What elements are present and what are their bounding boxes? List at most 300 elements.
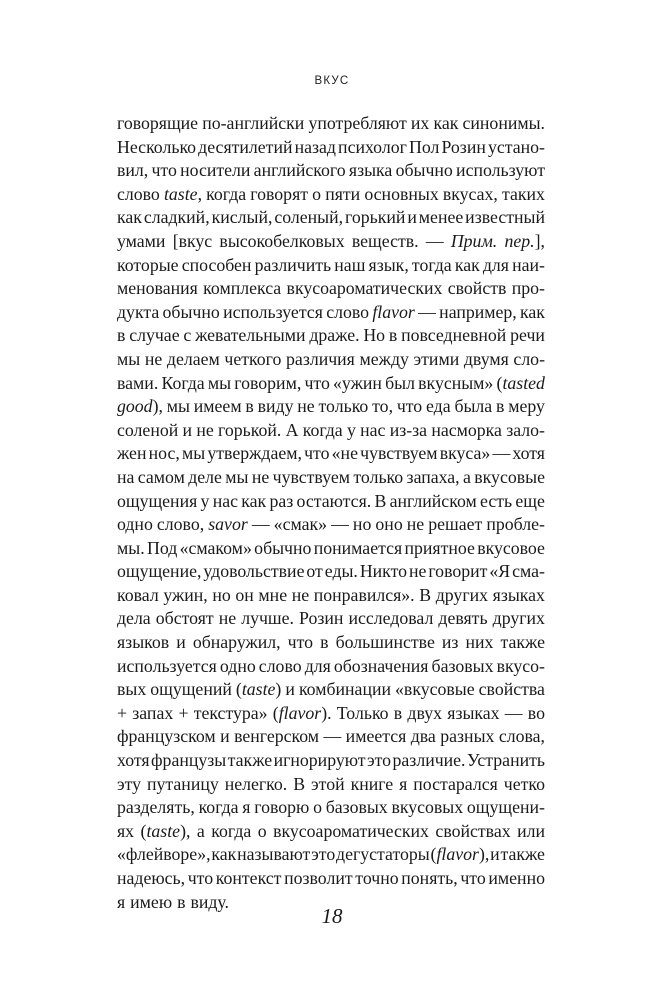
word: вкусоароматических <box>286 278 443 299</box>
word: виду. <box>190 891 229 912</box>
word: вых <box>117 679 147 700</box>
word: книге <box>350 773 394 794</box>
word: еда <box>426 396 451 417</box>
word: когда <box>302 419 343 440</box>
word: мы. <box>117 537 145 558</box>
word: синонимы. <box>462 113 545 133</box>
word: языках <box>492 584 545 605</box>
word: мне <box>258 584 288 605</box>
word: основных <box>364 183 439 204</box>
text-line <box>117 395 545 419</box>
word: я <box>399 773 408 794</box>
word: обнаружил, <box>192 632 281 653</box>
word: французском <box>117 726 216 747</box>
word: языках <box>447 702 500 723</box>
word: также <box>227 750 273 771</box>
word: в <box>388 325 398 346</box>
word: повседневной <box>401 325 507 346</box>
word: я <box>117 891 126 912</box>
word: слово, <box>156 514 205 535</box>
word: как <box>454 254 480 275</box>
text-line <box>117 537 545 561</box>
text-line <box>117 631 545 655</box>
word: не <box>196 419 214 440</box>
word: языка <box>348 160 393 181</box>
word: решает <box>428 514 483 535</box>
word: называют <box>237 844 311 865</box>
word: горький <box>345 207 406 228</box>
word: в <box>245 396 254 417</box>
word: комбинации <box>298 679 391 700</box>
word: В <box>419 584 432 605</box>
word: между <box>359 348 409 369</box>
word: был <box>385 372 415 393</box>
word: наш <box>334 254 366 275</box>
word: не <box>144 348 163 369</box>
word: «флейворе», <box>117 844 211 865</box>
body-text <box>117 112 545 914</box>
word: их <box>410 113 430 133</box>
word: как <box>433 113 459 133</box>
word: не <box>406 514 425 535</box>
text-line <box>117 702 545 726</box>
word: — <box>251 514 270 535</box>
word: и <box>490 844 500 865</box>
word: дукта <box>117 301 160 322</box>
word: не <box>408 561 427 582</box>
text-line <box>117 442 545 466</box>
word: пер.], <box>504 230 545 251</box>
word: которые <box>117 254 179 275</box>
word: — <box>323 726 342 747</box>
word: меру <box>508 396 545 417</box>
word: А <box>285 419 299 440</box>
word: самом <box>137 466 185 487</box>
word: на <box>117 466 135 487</box>
text-line <box>117 867 545 891</box>
word: сладкий, <box>143 207 210 228</box>
word: дела <box>117 608 151 629</box>
word: приятное <box>404 537 475 558</box>
word: а <box>463 466 471 487</box>
word: слово <box>117 183 160 204</box>
word: по-английски <box>202 113 305 133</box>
word: удовольствие <box>203 561 305 582</box>
text-line <box>117 773 545 797</box>
word: В <box>374 490 387 511</box>
word: нелегко. <box>224 773 288 794</box>
word: savor <box>208 514 248 535</box>
word: ощущение, <box>117 561 202 582</box>
word: носители <box>180 160 251 181</box>
word: пяти <box>325 183 361 204</box>
word: текстура» <box>193 702 268 723</box>
word: + <box>117 702 128 723</box>
word: хотя <box>117 750 150 771</box>
word: кислый, <box>211 207 273 228</box>
text-line <box>117 301 545 325</box>
word: Устранить <box>466 750 545 771</box>
word: говорим, <box>234 372 302 393</box>
word: двумя <box>463 348 509 369</box>
word: деле <box>188 466 222 487</box>
word: что <box>187 868 214 888</box>
word: [вкус <box>172 230 213 251</box>
text-line <box>117 513 545 537</box>
word: + <box>178 702 189 723</box>
word: еды. <box>324 561 358 582</box>
word: о <box>312 183 322 204</box>
word: устано- <box>487 136 545 157</box>
word: имеется <box>345 726 407 747</box>
word: базовых <box>431 655 494 676</box>
word: была <box>454 396 493 417</box>
word: менее <box>418 207 464 228</box>
word: исследовал <box>348 608 434 629</box>
word: как <box>211 844 237 865</box>
word: что <box>304 372 330 393</box>
word: он <box>235 584 254 605</box>
text-line <box>117 348 545 372</box>
word: языков <box>117 632 170 653</box>
word: используется <box>117 655 217 676</box>
word: или <box>517 820 545 841</box>
word: мы <box>166 396 190 417</box>
word: менования <box>117 278 198 299</box>
text-line <box>117 159 545 183</box>
word: одно <box>117 514 153 535</box>
word: виду <box>257 396 294 417</box>
word: как <box>520 301 545 322</box>
word: ощущения <box>117 490 198 511</box>
word: вкуса» <box>439 443 491 464</box>
word: горькой. <box>218 419 282 440</box>
word: и <box>176 632 186 653</box>
word: например, <box>439 301 517 322</box>
text-line <box>117 490 545 514</box>
word: что <box>396 396 423 417</box>
word: как <box>241 490 267 511</box>
word: насморка <box>431 419 502 440</box>
word: разных <box>440 726 495 747</box>
word: слово <box>326 301 370 322</box>
word: Розин <box>441 136 486 157</box>
word: говорят <box>250 183 309 204</box>
text-line <box>117 372 545 396</box>
word: оно <box>375 514 403 535</box>
text-line <box>117 725 545 749</box>
word: еще <box>515 490 545 511</box>
word: нас <box>360 419 386 440</box>
word: что <box>287 632 314 653</box>
word: — <box>504 702 523 723</box>
word: вкусовое <box>477 537 545 558</box>
text-line <box>117 655 545 679</box>
word: flavor <box>372 301 415 322</box>
page-number: 18 <box>321 904 343 928</box>
word: свойств <box>447 278 507 299</box>
word: веществ. <box>351 230 419 251</box>
word: имеем <box>193 396 242 417</box>
word: когда <box>198 797 239 818</box>
word: чувствуем <box>272 466 351 487</box>
word: таких <box>502 183 545 204</box>
word: в <box>177 891 186 912</box>
word: о <box>257 820 267 841</box>
word: ужин, <box>163 584 208 605</box>
word: психолог <box>338 136 407 157</box>
word: «вкусовые <box>395 679 475 700</box>
word: умами <box>117 230 166 251</box>
word: высокобелковых <box>219 230 345 251</box>
word: — <box>425 230 444 251</box>
word: также <box>500 844 545 865</box>
word: вкусовых <box>391 797 464 818</box>
word: известный <box>465 207 545 228</box>
word: это <box>367 750 392 771</box>
word: путаницу <box>147 773 219 794</box>
word: наи- <box>512 254 545 275</box>
word: утверждаем, <box>207 443 302 464</box>
word: я <box>242 797 251 818</box>
word: Пол <box>409 136 440 157</box>
word: в <box>496 396 505 417</box>
text-line <box>117 419 545 443</box>
word: эту <box>117 773 142 794</box>
word: и <box>407 207 417 228</box>
word: что <box>460 868 486 888</box>
word: обычно <box>395 160 453 181</box>
word: свойства <box>478 679 545 700</box>
word: десятилетий <box>198 136 293 157</box>
word: (flavor). <box>272 702 332 723</box>
text-line <box>117 324 545 348</box>
word: других <box>435 584 489 605</box>
word: позволит <box>284 868 353 888</box>
word: из <box>441 632 459 653</box>
word: соленый, <box>274 207 344 228</box>
text-line <box>117 206 545 230</box>
word: и <box>285 679 295 700</box>
word: из-за <box>389 419 428 440</box>
word: как <box>117 207 142 228</box>
word: с <box>183 325 192 346</box>
word: одно <box>219 655 256 676</box>
word: но <box>212 584 231 605</box>
word: Только <box>336 702 389 723</box>
text-line <box>117 254 545 278</box>
word: точно <box>355 868 399 888</box>
word: именно <box>488 868 545 888</box>
text-line <box>117 796 545 820</box>
running-head: ВКУС <box>314 75 350 87</box>
word: не <box>251 466 270 487</box>
text-line <box>117 843 545 867</box>
word: сло- <box>513 348 545 369</box>
word: что <box>151 160 177 181</box>
word: мы <box>117 348 141 369</box>
word: постарался <box>413 773 498 794</box>
word: «ужин <box>333 372 382 393</box>
word: чувствуем <box>360 443 438 464</box>
word: вкусах, <box>442 183 498 204</box>
text-line <box>117 749 545 773</box>
word: есть <box>480 490 513 511</box>
word: понимается <box>313 537 403 558</box>
word: говорящие <box>117 113 199 133</box>
text-line <box>117 277 545 301</box>
word: только <box>353 466 404 487</box>
text-line <box>117 560 545 584</box>
word: этими <box>413 348 460 369</box>
word: случае <box>129 325 180 346</box>
word: вил, <box>117 160 149 181</box>
text-line <box>117 820 545 844</box>
text-line <box>117 678 545 702</box>
word: базовых <box>325 797 388 818</box>
word: Розин <box>299 608 344 629</box>
word: мы <box>182 443 206 464</box>
word: (tasted <box>496 372 545 393</box>
word: английском <box>389 490 477 511</box>
word: мы <box>207 372 232 393</box>
word: двух <box>407 702 443 723</box>
word: зало- <box>506 419 545 440</box>
word: надеюсь, <box>117 868 186 888</box>
word: для <box>482 254 509 275</box>
word: нос, <box>148 443 180 464</box>
word: большинстве <box>335 632 435 653</box>
word: в <box>320 632 329 653</box>
word: во <box>527 702 545 723</box>
word: о <box>313 797 322 818</box>
word: два <box>410 726 436 747</box>
word: (flavor), <box>430 844 490 865</box>
word: вкусным» <box>418 372 494 393</box>
text-line <box>117 584 545 608</box>
word: Но <box>363 325 386 346</box>
word: запаха, <box>406 466 460 487</box>
word: слово <box>258 655 302 676</box>
text-line <box>117 112 545 136</box>
word: мы <box>225 466 249 487</box>
word: лучше. <box>241 608 294 629</box>
text-line <box>117 466 545 490</box>
word: у <box>346 419 356 440</box>
word: нас <box>212 490 239 511</box>
word: от <box>306 561 323 582</box>
word: вами. <box>117 372 159 393</box>
word: разделять, <box>117 797 195 818</box>
word: Несколько <box>117 136 197 157</box>
word: что <box>304 443 330 464</box>
word: не <box>291 584 310 605</box>
word: комплекса <box>203 278 282 299</box>
word: тогда <box>411 254 452 275</box>
word: это <box>311 844 336 865</box>
word: свойствах <box>435 820 511 841</box>
word: только <box>318 396 369 417</box>
word: (taste), <box>140 820 191 841</box>
word: сма- <box>512 561 545 582</box>
word: контекст <box>215 868 282 888</box>
word: французы <box>151 750 227 771</box>
word: — <box>331 514 349 535</box>
word: «смаком» <box>179 537 252 558</box>
word: Никто <box>359 561 408 582</box>
word: для <box>304 655 331 676</box>
word: хотя <box>512 443 545 464</box>
word: венгерском <box>234 726 320 747</box>
word: (taste) <box>235 679 282 700</box>
word: используется <box>223 301 323 322</box>
word: четко <box>503 773 545 794</box>
word: других <box>492 608 545 629</box>
word: употребляют <box>308 113 407 133</box>
word: понять, <box>401 868 458 888</box>
word: английского <box>253 160 346 181</box>
word: — <box>492 443 511 464</box>
word: запах <box>132 702 174 723</box>
word: когда <box>206 183 247 204</box>
word: «не <box>331 443 358 464</box>
word: назад <box>294 136 336 157</box>
word: Прим. <box>450 230 498 251</box>
word: В <box>293 773 306 794</box>
word: Под <box>146 537 178 558</box>
word: то, <box>372 396 394 417</box>
word: жевательными <box>195 325 306 346</box>
word: «Я <box>489 561 511 582</box>
word: драже. <box>309 325 360 346</box>
word: остаются. <box>296 490 372 511</box>
word: говорит <box>428 561 488 582</box>
word: также <box>500 632 545 653</box>
word: вкусовые <box>474 466 545 487</box>
word: и <box>220 726 230 747</box>
word: дегустаторы <box>336 844 430 865</box>
word: соленой <box>117 419 179 440</box>
word: имею <box>130 891 173 912</box>
text-line <box>117 230 545 254</box>
text-line <box>117 136 545 160</box>
word: различия <box>286 348 355 369</box>
word: раз <box>269 490 294 511</box>
word: про- <box>511 278 545 299</box>
word: ощущени- <box>466 797 545 818</box>
word: taste, <box>163 183 203 204</box>
word: Когда <box>161 372 205 393</box>
word: ощущений <box>150 679 232 700</box>
word: делаем <box>166 348 220 369</box>
word: используют <box>456 160 545 181</box>
word: а <box>196 820 205 841</box>
word: различие. <box>392 750 466 771</box>
word: обстоят <box>155 608 214 629</box>
word: обозначения <box>333 655 429 676</box>
word: обычно <box>254 537 312 558</box>
word: в <box>117 325 126 346</box>
word: но <box>352 514 372 535</box>
word: вкусоароматических <box>273 820 429 841</box>
word: обычно <box>162 301 220 322</box>
word: пробле- <box>486 514 545 535</box>
word: не <box>218 608 237 629</box>
word: ковал <box>117 584 159 605</box>
word: в <box>393 702 403 723</box>
word: девять <box>438 608 488 629</box>
word: способен <box>181 254 252 275</box>
